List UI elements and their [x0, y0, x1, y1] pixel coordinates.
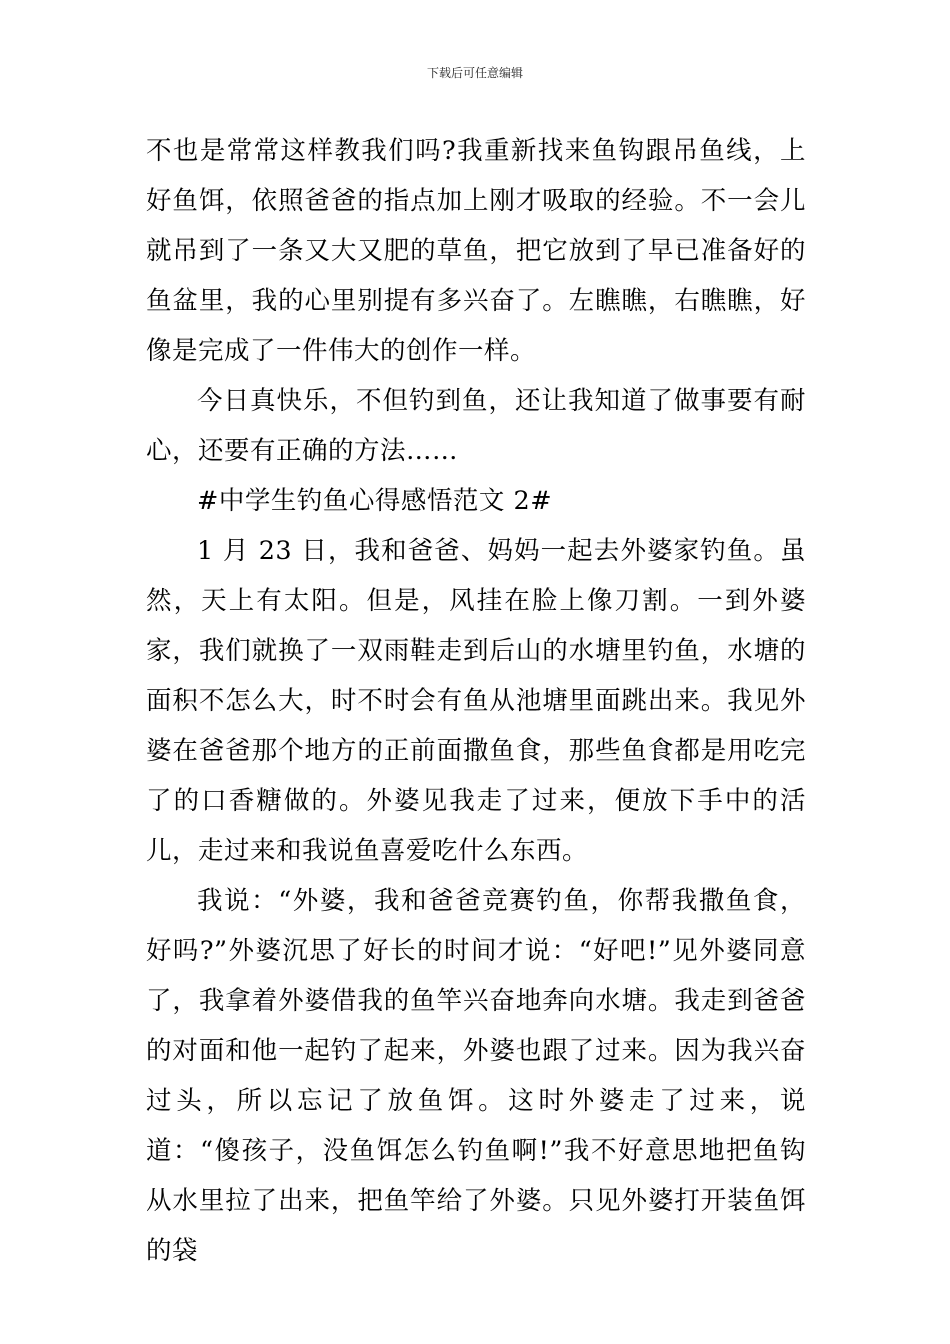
section-heading: #中学生钓鱼心得感悟范文 2#	[197, 486, 553, 516]
page-header: 下载后可任意编辑	[426, 66, 523, 80]
paragraph: 不也是常常这样教我们吗?我重新找来鱼钩跟吊鱼线，上好鱼饵，依照爸爸的指点加上刚才吸取的经验。不一会儿就吊到了一条又大又肥的草鱼，把它放到了早已准备好的鱼盆里，我的心里别提有多兴奋了。左瞧瞧，右瞧瞧，好像是完成了一件伟大的创作一样。	[146, 136, 806, 366]
document-body	[146, 126, 806, 1276]
paragraph: 1 月 23 日，我和爸爸、妈妈一起去外婆家钓鱼。虽然，天上有太阳。但是，风挂在脸上像刀割。一到外婆家，我们就换了一双雨鞋走到后山的水塘里钓鱼，水塘的面积不怎么大，时不时会有鱼从池塘里面跳出来。我见外婆在爸爸那个地方的正前面撒鱼食，那些鱼食都是用吃完了的口香糖做的。外婆见我走了过来，便放下手中的活儿，走过来和我说鱼喜爱吃什么东西。	[146, 536, 806, 866]
paragraph: 今日真快乐，不但钓到鱼，还让我知道了做事要有耐心，还要有正确的方法……	[146, 386, 806, 466]
paragraph: 我说：“外婆，我和爸爸竞赛钓鱼，你帮我撒鱼食，好吗?”外婆沉思了好长的时间才说：“好吧!”见外婆同意了，我拿着外婆借我的鱼竿兴奋地奔向水塘。我走到爸爸的对面和他一起钓了起来，外婆也跟了过来。因为我兴奋过头，所以忘记了放鱼饵。这时外婆走了过来，说道：“傻孩子，没鱼饵怎么钓鱼啊!”我不好意思地把鱼钩从水里拉了出来，把鱼竿给了外婆。只见外婆打开装鱼饵的袋	[146, 886, 806, 1266]
